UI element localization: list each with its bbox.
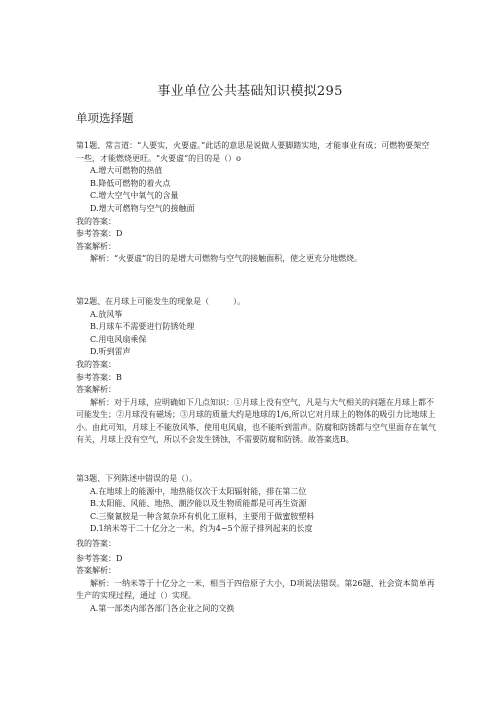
question-2: [76, 296, 436, 447]
option-d: D.1纳米等于二十亿分之一米，约为4~5个原子排列起来的长度: [90, 524, 313, 534]
my-answer: 我的答案：: [76, 216, 116, 226]
option-b: B.太阳能、风能、地热、潮汐能以及生物质能都是可再生资源: [90, 499, 307, 509]
reference-answer: 参考答案：B: [76, 372, 122, 382]
option-b: B.降低可燃物的着火点: [90, 178, 171, 188]
question-stem: 第1题、常言道：“人要实，火要虚。”此话的意思是说做人要脚踏实地，才能事业有成；可燃物要架空一些，才能燃烧更旺。“火要虚”的目的是（）o: [76, 141, 430, 163]
analysis-label: 答案解析：: [76, 566, 116, 576]
question-stem: 第3题、下列陈述中错误的是（）。: [76, 474, 198, 484]
option-d: D.增大可燃物与空气的接触面: [90, 203, 195, 213]
analysis-text: 解析：“火要虚”的目的是增大可燃物与空气的接触面积，使之更充分地燃烧。: [90, 254, 363, 264]
analysis-text: 解析：对于月球，应明确如下几点知识：①月球上没有空气，凡是与大气相关的问题在月球上都不可能发生；②月球没有磁场；③月球的质量大约是地球的1/6,所以它对月球上的物体的吸引力比地球上小。由此可知，月球上不能放风筝、使用电风扇，也不能听到雷声。防腐和防锈都与空气里面存在氧气有关，月球上没有空气，所以不会发生锈蚀，不需要防腐和防锈。故答案选B。: [76, 397, 436, 445]
section-heading: 单项选择题: [76, 111, 134, 125]
question-list: [76, 140, 436, 616]
option-a: A.在地球上的能源中，地热能仅次于太阳辐射能，排在第二位: [90, 486, 307, 496]
analysis-text: 解析：一纳米等于十亿分之一米，相当于四倍原子大小，D项说法错误。第26题、社会资本简单再生产的实现过程，通过（）实现。: [76, 578, 435, 601]
question-stem: 第2题、在月球上可能发生的现象是（ ）。: [76, 296, 246, 306]
option-c: C.用电风扇乘保: [90, 334, 147, 344]
option-d: D.听到雷声: [90, 347, 131, 357]
analysis-label: 答案解析：: [76, 241, 116, 251]
question-1: [76, 140, 436, 266]
reference-answer: 参考答案：D: [76, 553, 123, 563]
my-answer: 我的答案：: [76, 539, 116, 549]
option-c: C.增大空气中氧气的含量: [90, 191, 179, 201]
option-b: B.月球车不需要进行防锈处理: [90, 322, 195, 332]
option-c: C.三聚氰胺是一种含氮杂环有机化工原料，主要用于做蜜胺塑料: [90, 511, 315, 521]
trailing-option: A.第一部类内部各部门各企业之间的交换: [90, 604, 235, 613]
question-3: [76, 473, 436, 616]
option-a: A.放风筝: [90, 309, 123, 319]
my-answer: 我的答案：: [76, 359, 116, 369]
reference-answer: 参考答案：D: [76, 229, 123, 239]
analysis-label: 答案解析：: [76, 385, 116, 395]
page-title: 事业单位公共基础知识模拟295: [157, 84, 343, 99]
option-a: A.增大可燃物的热值: [90, 166, 163, 176]
